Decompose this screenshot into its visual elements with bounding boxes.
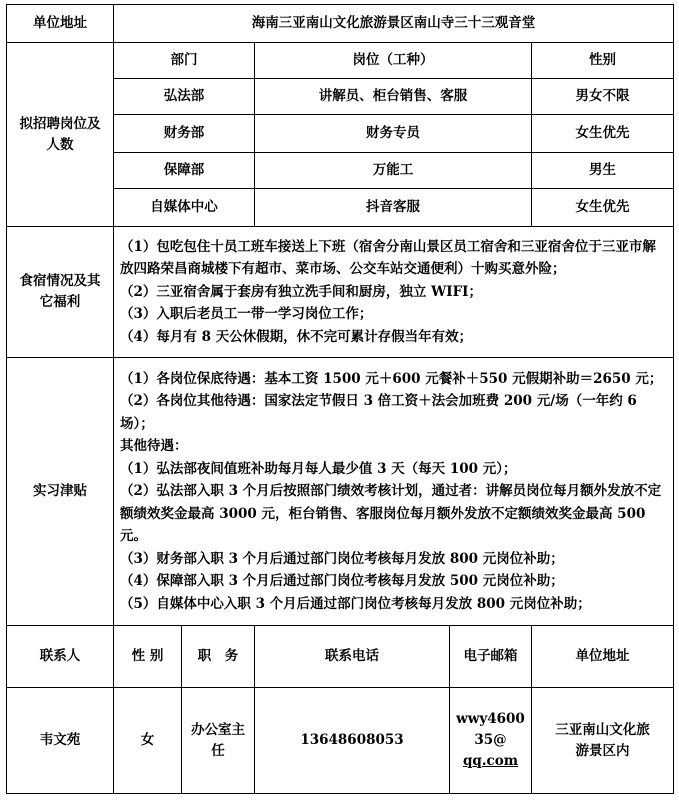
recruit-header-row xyxy=(7,43,674,79)
recruit-position: 讲解员、柜台销售、客服 xyxy=(255,79,532,115)
recruit-gender: 女生优先 xyxy=(532,189,674,227)
welfare-line: （1）包吃包住十员工班车接送上下班（宿舍分南山景区员工宿舍和三亚宿舍位于三亚市解放四路荣昌商城楼下有超市、菜市场、公交车站交通便利）十购买意外险； xyxy=(120,238,656,278)
allowance-line: （1）各岗位保底待遇：基本工资 1500 元＋600 元餐补＋550 元假期补助＝2650 元； xyxy=(120,370,663,387)
allowance-line: 其他待遇： xyxy=(120,438,188,455)
welfare-row xyxy=(7,227,674,358)
allowance-line: （5）自媒体中心入职 3 个月后通过部门岗位考核每月发放 800 元岗位补助； xyxy=(120,595,591,612)
recruit-dept: 保障部 xyxy=(114,153,255,189)
recruit-position: 财务专员 xyxy=(255,115,532,153)
welfare-content xyxy=(114,227,674,358)
contact-title: 办公室主任 xyxy=(182,688,255,794)
welfare-line: （2）三亚宿舍属于套房有独立洗手间和厨房，独立 WIFI； xyxy=(120,283,482,300)
contact-address-header: 单位地址 xyxy=(532,626,674,688)
contact-email-line2[interactable]: qq.com xyxy=(462,753,519,769)
contact-header-row xyxy=(7,626,674,688)
recruit-gender: 男生 xyxy=(532,153,674,189)
welfare-line: （3）入职后老员工一带一学习岗位工作； xyxy=(120,306,373,323)
contact-email[interactable] xyxy=(450,688,532,794)
recruit-gender: 男女不限 xyxy=(532,79,674,115)
contact-address-line2: 游景区内 xyxy=(575,742,630,759)
recruitment-table xyxy=(6,4,674,794)
contact-gender: 女 xyxy=(114,688,182,794)
recruit-gender: 女生优先 xyxy=(532,115,674,153)
contact-address xyxy=(532,688,674,794)
allowance-line: （2）弘法部入职 3 个月后按照部门绩效考核计划，通过者：讲解员岗位每月额外发放不定额绩效奖金最高 3000 元，柜台销售、客服岗位每月额外发放不定额绩效奖金最高 500 元。 xyxy=(120,483,662,545)
recruit-gender-header: 性别 xyxy=(532,43,674,79)
contact-email-header: 电子邮箱 xyxy=(450,626,532,688)
recruit-label xyxy=(7,43,114,227)
contact-phone-header: 联系电话 xyxy=(255,626,450,688)
allowance-row xyxy=(7,358,674,626)
company-label: 单位地址 xyxy=(7,5,114,43)
allowance-label: 实习津贴 xyxy=(7,358,114,626)
contact-address-line1: 三亚南山文化旅 xyxy=(555,721,650,738)
recruit-position-header: 岗位（工种） xyxy=(255,43,532,79)
recruit-dept-header: 部门 xyxy=(114,43,255,79)
contact-name-header: 联系人 xyxy=(7,626,114,688)
welfare-line: （4）每月有 8 天公休假期，休不完可累计存假当年有效； xyxy=(120,328,473,345)
allowance-line: （4）保障部入职 3 个月后通过部门岗位考核每月发放 500 元岗位补助； xyxy=(120,573,564,590)
contact-name: 韦文苑 xyxy=(7,688,114,794)
recruit-dept: 财务部 xyxy=(114,115,255,153)
allowance-line: （1）弘法部夜间值班补助每月每人最少值 3 天（每天 100 元）； xyxy=(120,460,517,477)
contact-phone: 13648608053 xyxy=(255,688,450,794)
contact-email-line1[interactable]: wwy460035@ xyxy=(456,711,525,748)
contact-gender-header: 性 别 xyxy=(114,626,182,688)
contact-row xyxy=(7,688,674,794)
allowance-line: （2）各岗位其他待遇：国家法定节假日 3 倍工资＋法会加班费 200 元/场（一年约 6 场）； xyxy=(120,393,637,432)
welfare-label xyxy=(7,227,114,358)
recruit-position: 万能工 xyxy=(255,153,532,189)
recruit-dept: 自媒体中心 xyxy=(114,189,255,227)
company-value: 海南三亚南山文化旅游景区南山寺三十三观音堂 xyxy=(114,5,674,43)
company-row xyxy=(7,5,674,43)
allowance-line: （3）财务部入职 3 个月后通过部门岗位考核每月发放 800 元岗位补助； xyxy=(120,550,564,567)
contact-title-header: 职 务 xyxy=(182,626,255,688)
recruit-position: 抖音客服 xyxy=(255,189,532,227)
recruit-dept: 弘法部 xyxy=(114,79,255,115)
allowance-content xyxy=(114,358,674,626)
welfare-label-text: 食宿情况及其它福利 xyxy=(19,273,101,310)
recruit-label-text: 拟招聘岗位及人数 xyxy=(19,115,101,153)
